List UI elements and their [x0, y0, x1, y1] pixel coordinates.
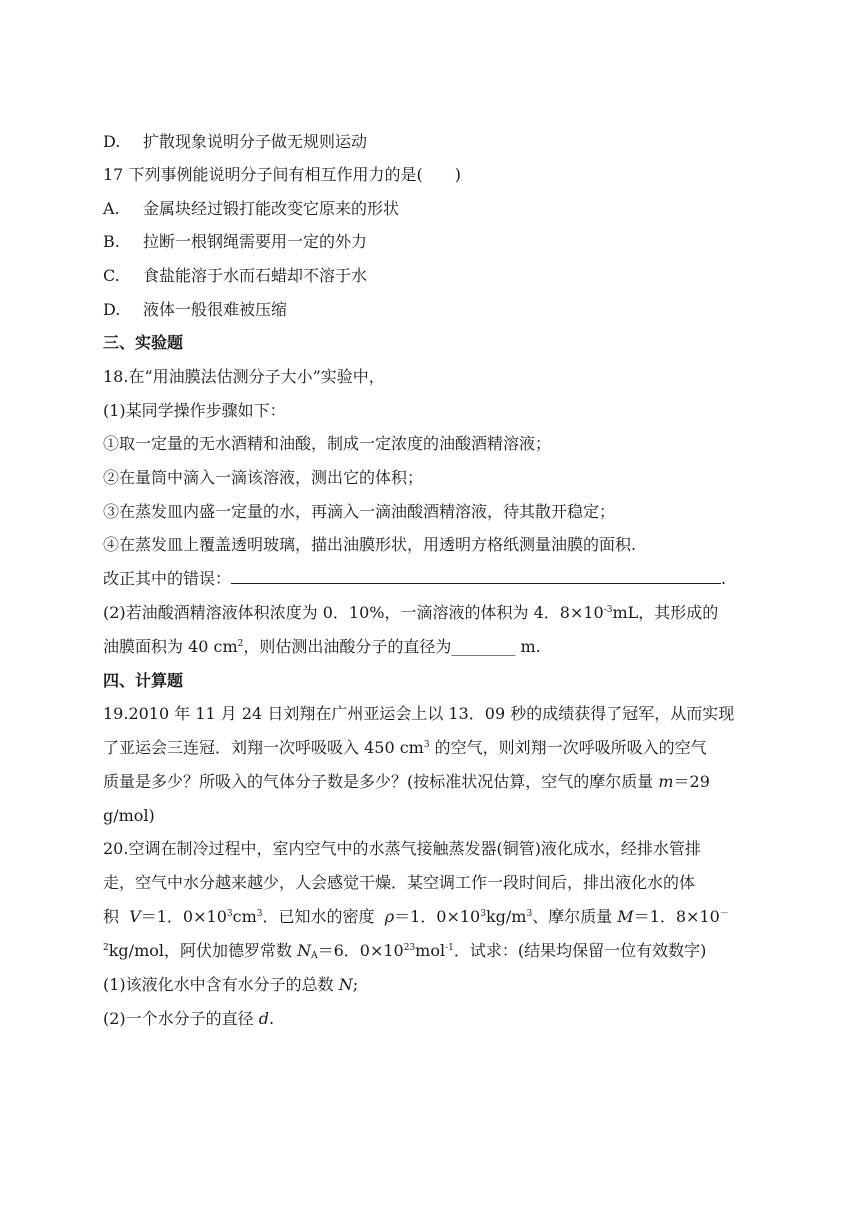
text: kg/m: [485, 907, 527, 926]
text: 的空气，则刘翔一次呼吸所吸入的空气: [429, 738, 707, 757]
q19-line3: [103, 772, 710, 792]
text: (1)该液化水中含有水分子的总数: [103, 975, 339, 994]
unit: m.: [515, 637, 541, 656]
exponent: 23: [403, 943, 416, 953]
q17-option-b: [103, 232, 367, 252]
option-text: 拉断一根钢绳需要用一定的外力: [143, 232, 368, 251]
exponent: 2: [237, 639, 244, 649]
variable: ρ: [384, 907, 395, 926]
text: 积: [103, 907, 130, 926]
exponent: 3: [480, 909, 486, 919]
q18-correction-line: [103, 569, 726, 589]
answer-blank[interactable]: ________: [451, 637, 516, 656]
q20-sub2: [103, 1009, 274, 1029]
text: ;: [352, 975, 359, 994]
exponent: -3: [603, 605, 613, 615]
answer-blank[interactable]: [231, 569, 721, 584]
q16-option-d: [103, 132, 367, 152]
q18-step-1: ①取一定量的无水酒精和油酸，制成一定浓度的油酸酒精溶液；: [103, 434, 552, 453]
variable: m: [658, 772, 674, 791]
text: cm: [232, 907, 257, 926]
text: .: [269, 1009, 275, 1028]
text: ＝6．0×10: [317, 941, 404, 960]
q18-part2-line1: [103, 603, 718, 623]
text: kg/mol，阿伏加德罗常数: [108, 941, 298, 960]
text: ＝29: [673, 772, 710, 791]
section-heading-experiment: 三、实验题: [103, 333, 184, 352]
q19-line4: g/mol): [103, 806, 155, 825]
text: ＝1．8×10: [633, 907, 720, 926]
variable: N: [297, 941, 312, 960]
q20-sub1: [103, 975, 358, 995]
correction-end: .: [721, 569, 727, 588]
q19-line2: [103, 738, 707, 758]
text: ，则估测出油酸分子的直径为: [243, 637, 452, 656]
option-letter: D.: [103, 300, 121, 319]
variable: N: [338, 975, 353, 994]
text: 油膜面积为 40 cm: [103, 637, 238, 656]
subscript: A: [311, 951, 318, 961]
q19-line1: 19.2010 年 11 月 24 日刘翔在广州亚运会上以 13．09 秒的成绩获得了冠军，从而实现: [103, 704, 735, 723]
exponent: -1: [445, 943, 454, 953]
text: mol: [415, 941, 446, 960]
q17-option-c: [103, 266, 367, 286]
q20-line1: 20.空调在制冷过程中，室内空气中的水蒸气接触蒸发器(铜管)液化成水，经排水管排: [103, 839, 701, 858]
text: mL，其形成的: [612, 603, 719, 622]
text: (2)一个水分子的直径: [103, 1009, 259, 1028]
q18-step-3: ③在蒸发皿内盛一定量的水，再滴入一滴油酸酒精溶液，待其散开稳定；: [103, 502, 616, 521]
text: ＝1．0×10: [394, 907, 481, 926]
section-heading-calculation: 四、计算题: [103, 671, 184, 690]
q20-line4: [103, 941, 706, 961]
option-text: 液体一般很难被压缩: [143, 300, 288, 319]
exponent: 3: [226, 909, 233, 919]
exponent: 2: [103, 943, 109, 953]
text: 、摩尔质量: [532, 907, 618, 926]
variable: M: [617, 907, 634, 926]
text: ＝1．0×10: [140, 907, 227, 926]
option-text: 食盐能溶于水而石蜡却不溶于水: [143, 266, 368, 285]
exponent: 3: [256, 909, 263, 919]
exponent: 3: [423, 740, 430, 750]
text: ．试求：(结果均保留一位有效数字): [453, 941, 707, 960]
correction-label: 改正其中的错误：: [103, 569, 232, 588]
q18-stem: 18.在“用油膜法估测分子大小”实验中，: [103, 367, 385, 386]
option-letter: D.: [103, 132, 121, 151]
exponent: 3: [526, 909, 533, 919]
variable: V: [129, 907, 141, 926]
option-text: 扩散现象说明分子做无规则运动: [143, 132, 368, 151]
q18-step-4: ④在蒸发皿上覆盖透明玻璃，描出油膜形状，用透明方格纸测量油膜的面积.: [103, 535, 637, 554]
variable: d: [258, 1009, 270, 1028]
text: 质量是多少？所吸入的气体分子数是多少？(按标准状况估算，空气的摩尔质量: [103, 772, 659, 791]
exponent: －: [719, 909, 729, 919]
q18-part2-line2: [103, 637, 541, 657]
q17-option-d: [103, 300, 287, 320]
q18-part1: (1)某同学操作步骤如下：: [103, 401, 286, 420]
text: (2)若油酸酒精溶液体积浓度为 0．10%，一滴溶液的体积为 4．8×10: [103, 603, 604, 622]
option-letter: B.: [103, 232, 120, 251]
q20-line2: 走，空气中水分越来越少，人会感觉干燥．某空调工作一段时间后，排出液化水的体: [103, 873, 696, 892]
option-letter: C.: [103, 266, 120, 285]
text: 了亚运会三连冠．刘翔一次呼吸吸入 450 cm: [103, 738, 424, 757]
q17-option-a: [103, 199, 399, 219]
q20-line3: [103, 907, 729, 927]
q17-stem: 17 下列事例能说明分子间有相互作用力的是( ): [103, 165, 461, 184]
option-text: 金属块经过锻打能改变它原来的形状: [143, 199, 400, 218]
text: ．已知水的密度: [262, 907, 385, 926]
option-letter: A.: [103, 199, 120, 218]
q18-step-2: ②在量筒中滴入一滴该溶液，测出它的体积；: [103, 468, 424, 487]
